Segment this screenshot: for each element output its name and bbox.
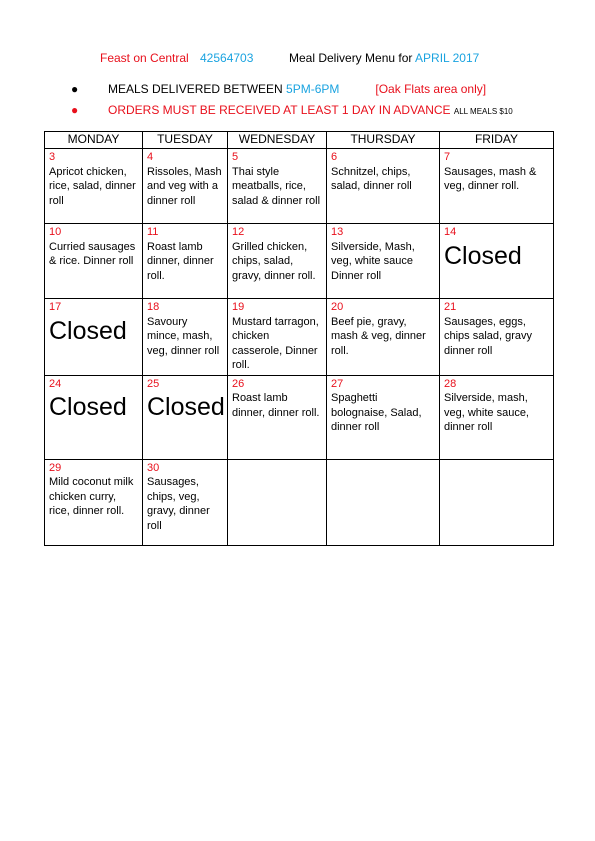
day-cell xyxy=(327,149,440,224)
week-row xyxy=(45,459,554,545)
day-cell xyxy=(45,224,143,299)
day-cell xyxy=(143,375,228,459)
week-row xyxy=(45,149,554,224)
day-cell xyxy=(143,224,228,299)
menu-month: APRIL 2017 xyxy=(415,51,480,65)
day-number: 17 xyxy=(49,301,62,313)
meal-text: Apricot chicken, rice, salad, dinner roll xyxy=(49,165,136,207)
meal-text: Roast lamb dinner, dinner roll. xyxy=(147,240,214,282)
delivery-prefix: MEALS DELIVERED BETWEEN xyxy=(108,82,287,96)
closed-label: Closed xyxy=(49,393,127,421)
closed-label: Closed xyxy=(147,393,225,421)
header-thursday: THURSDAY xyxy=(327,132,440,149)
day-number: 4 xyxy=(147,151,154,163)
day-cell xyxy=(228,375,327,459)
day-cell xyxy=(440,149,554,224)
day-cell xyxy=(440,299,554,376)
week-row xyxy=(45,375,554,459)
day-number: 28 xyxy=(444,377,457,390)
meal-text: Thai style meatballs, rice, salad & dinner roll xyxy=(232,165,321,207)
meal-text: Mild coconut milk chicken curry, rice, dinner roll. xyxy=(49,476,134,517)
empty-cell xyxy=(327,459,440,545)
day-number: 3 xyxy=(49,151,56,163)
closed-label: Closed xyxy=(49,316,127,345)
bullet-icon: ● xyxy=(71,82,79,96)
day-cell xyxy=(327,299,440,376)
day-number: 12 xyxy=(232,226,245,238)
meal-text: Silverside, Mash, veg, white sauce Dinner roll xyxy=(331,240,415,282)
header-wednesday: WEDNESDAY xyxy=(228,132,327,149)
empty-cell xyxy=(440,459,554,545)
meal-text: Grilled chicken, chips, salad, gravy, dinner roll. xyxy=(232,240,316,282)
price-text: ALL MEALS $10 xyxy=(453,107,513,116)
closed-label: Closed xyxy=(444,241,522,270)
week-row xyxy=(45,299,554,376)
menu-title-text: Meal Delivery Menu for xyxy=(289,51,416,65)
day-number: 10 xyxy=(49,226,62,238)
day-number: 13 xyxy=(331,226,344,238)
day-cell xyxy=(143,299,228,376)
day-cell xyxy=(45,149,143,224)
day-number: 24 xyxy=(49,377,62,390)
day-cell xyxy=(45,375,143,459)
day-number: 19 xyxy=(232,301,245,313)
day-cell xyxy=(45,459,143,545)
day-cell xyxy=(143,459,228,545)
bullet-icon: ● xyxy=(71,103,79,117)
meal-text: Beef pie, gravy, mash & veg, dinner roll. xyxy=(331,315,426,357)
meal-text: Sausages, mash & veg, dinner roll. xyxy=(444,165,537,192)
day-cell xyxy=(45,299,143,376)
day-cell xyxy=(143,149,228,224)
meal-text: Spaghetti bolognaise, Salad, dinner roll xyxy=(331,392,422,433)
day-number: 11 xyxy=(147,226,159,238)
day-number: 5 xyxy=(232,151,239,163)
day-cell xyxy=(440,375,554,459)
day-cell xyxy=(228,299,327,376)
day-number: 14 xyxy=(444,226,457,238)
business-name: Feast on Central xyxy=(100,51,189,65)
day-number: 29 xyxy=(49,461,62,474)
day-number: 6 xyxy=(331,151,338,163)
meal-text: Sausages, chips, veg, gravy, dinner roll xyxy=(147,476,210,532)
meal-text: Savoury mince, mash, veg, dinner roll xyxy=(147,315,220,357)
header-monday: MONDAY xyxy=(45,132,143,149)
day-number: 27 xyxy=(331,377,344,390)
meal-text: Curried sausages & rice. Dinner roll xyxy=(49,240,136,267)
meal-text: Sausages, eggs, chips salad, gravy dinner roll xyxy=(444,315,533,357)
day-cell xyxy=(228,149,327,224)
day-cell xyxy=(327,224,440,299)
phone-number: 42564703 xyxy=(200,51,254,65)
meal-calendar xyxy=(44,131,554,546)
week-row xyxy=(45,224,554,299)
day-cell xyxy=(440,224,554,299)
delivery-area: [Oak Flats area only] xyxy=(375,82,487,96)
day-number: 26 xyxy=(232,377,245,390)
day-cell xyxy=(228,224,327,299)
menu-title xyxy=(289,51,479,65)
meal-text: Schnitzel, chips, salad, dinner roll xyxy=(331,165,412,192)
header-friday: FRIDAY xyxy=(440,132,554,149)
orders-text: ORDERS MUST BE RECEIVED AT LEAST 1 DAY IN ADVANCE xyxy=(108,103,451,117)
delivery-time: 5PM-6PM xyxy=(286,82,340,96)
meal-text: Roast lamb dinner, dinner roll. xyxy=(232,392,320,419)
day-number: 7 xyxy=(444,151,451,163)
meal-text: Rissoles, Mash and veg with a dinner roll xyxy=(147,165,222,207)
day-number: 25 xyxy=(147,377,160,390)
day-number: 20 xyxy=(331,301,344,313)
day-number: 18 xyxy=(147,301,160,313)
meal-text: Silverside, mash, veg, white sauce, dinner roll xyxy=(444,392,529,433)
calendar-header-row xyxy=(45,132,554,149)
day-cell xyxy=(327,375,440,459)
day-number: 30 xyxy=(147,461,160,474)
day-number: 21 xyxy=(444,301,457,313)
meal-text: Mustard tarragon, chicken casserole, Dinner roll. xyxy=(232,315,319,371)
header-tuesday: TUESDAY xyxy=(143,132,228,149)
empty-cell xyxy=(228,459,327,545)
